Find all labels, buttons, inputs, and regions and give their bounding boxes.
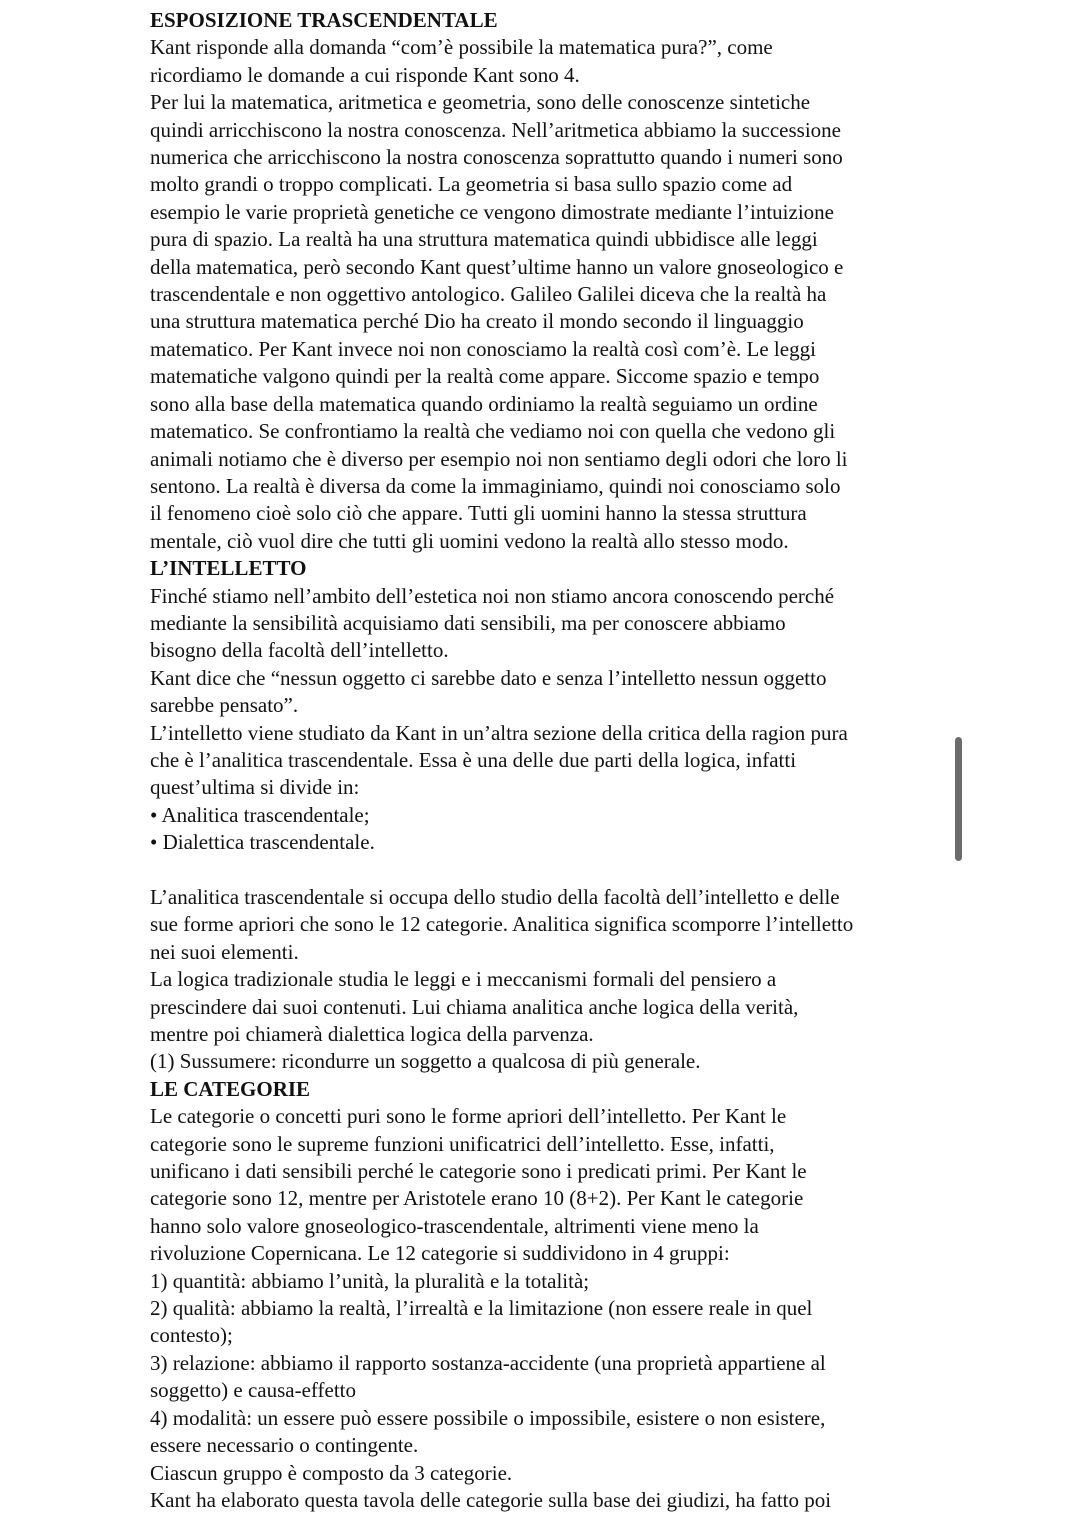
text-line: mentre poi chiamerà dialettica logica della parvenza. [150, 1022, 594, 1047]
text-line: Kant risponde alla domanda “com’è possibile la matematica pura?”, come [150, 35, 773, 60]
text-line: rivoluzione Copernicana. Le 12 categorie si suddividono in 4 gruppi: [150, 1241, 730, 1266]
section-body [150, 34, 940, 555]
text-line: Kant ha elaborato questa tavola delle categorie sulla base dei giudizi, ha fatto poi [150, 1487, 832, 1512]
text-line: pura di spazio. La realtà ha una struttura matematica quindi ubbidisce alle leggi [150, 227, 818, 252]
text-line: matematico. Per Kant invece noi non conosciamo la realtà così com’è. Le leggi [150, 336, 816, 361]
text-line: una struttura matematica perché Dio ha creato il mondo secondo il linguaggio [150, 309, 804, 334]
text-line: 2) qualità: abbiamo la realtà, l’irrealtà e la limitazione (non essere reale in quel [150, 1296, 813, 1321]
text-line: Finché stiamo nell’ambito dell’estetica noi non stiamo ancora conoscendo perché [150, 583, 835, 608]
text-line: La logica tradizionale studia le leggi e i meccanismi formali del pensiero a [150, 967, 777, 992]
text-line: numerica che arricchiscono la nostra conoscenza soprattutto quando i numeri sono [150, 145, 843, 170]
text-line: sarebbe pensato”. [150, 693, 299, 718]
text-line: esempio le varie proprietà genetiche ce vengono dimostrate mediante l’intuizione [150, 199, 834, 224]
text-line: unificano i dati sensibili perché le categorie sono i predicati primi. Per Kant le [150, 1159, 807, 1184]
text-line: che è l’analitica trascendentale. Essa è una delle due parti della logica, infatti [150, 747, 797, 772]
text-line: quindi arricchiscono la nostra conoscenza. Nell’aritmetica abbiamo la successione [150, 117, 841, 142]
text-line: ricordiamo le domande a cui risponde Kant sono 4. [150, 62, 580, 87]
text-line: 4) modalità: un essere può essere possibile o impossibile, esistere o non esistere, [150, 1405, 826, 1430]
text-line: Per lui la matematica, aritmetica e geometria, sono delle conoscenze sintetiche [150, 90, 811, 115]
list-item: • Dialettica trascendentale. [150, 830, 375, 855]
text-line: contesto); [150, 1323, 233, 1348]
text-line: molto grandi o troppo complicati. La geometria si basa sullo spazio come ad [150, 172, 793, 197]
text-line: della matematica, però secondo Kant quest’ultime hanno un valore gnoseologico e [150, 254, 844, 279]
text-line: animali notiamo che è diverso per esempio noi non sentiamo degli odori che loro li [150, 446, 848, 471]
text-line: (1) Sussumere: ricondurre un soggetto a qualcosa di più generale. [150, 1049, 701, 1074]
text-line: nei suoi elementi. [150, 939, 299, 964]
text-line: il fenomeno cioè solo ciò che appare. Tutti gli uomini hanno la stessa struttura [150, 501, 807, 526]
text-line: sentono. La realtà è diversa da come la immaginiamo, quindi noi conosciamo solo [150, 473, 841, 498]
text-line: matematico. Se confrontiamo la realtà che vediamo noi con quella che vedono gli [150, 419, 836, 444]
text-line: essere necessario o contingente. [150, 1433, 419, 1458]
text-line: Kant dice che “nessun oggetto ci sarebbe dato e senza l’intelletto nessun oggetto [150, 665, 827, 690]
section-heading: L’INTELLETTO [150, 556, 307, 581]
text-line: mediante la sensibilità acquisiamo dati sensibili, ma per conoscere abbiamo [150, 610, 786, 635]
text-line: categorie sono 12, mentre per Aristotele erano 10 (8+2). Per Kant le categorie [150, 1186, 804, 1211]
text-line: Le categorie o concetti puri sono le forme apriori dell’intelletto. Per Kant le [150, 1104, 787, 1129]
text-line: sono alla base della matematica quando ordiniamo la realtà seguiamo un ordine [150, 391, 818, 416]
text-line: mentale, ciò vuol dire che tutti gli uomini vedono la realtà allo stesso modo. [150, 528, 789, 553]
section-body [150, 583, 940, 1076]
section-heading: LE CATEGORIE [150, 1076, 311, 1101]
blank-line [150, 857, 940, 884]
section-heading: ESPOSIZIONE TRASCENDENTALE [150, 8, 498, 32]
scrollbar-thumb[interactable] [955, 737, 962, 861]
document-page [150, 7, 940, 1514]
section-body [150, 1103, 940, 1514]
text-line: quest’ultima si divide in: [150, 775, 360, 800]
text-line: prescindere dai suoi contenuti. Lui chiama analitica anche logica della verità, [150, 994, 799, 1019]
list-item: • Analitica trascendentale; [150, 802, 370, 827]
text-line: sue forme apriori che sono le 12 categorie. Analitica significa scomporre l’intelletto [150, 912, 854, 937]
text-line: L’intelletto viene studiato da Kant in un’altra sezione della critica della ragion pura [150, 720, 848, 745]
text-line: hanno solo valore gnoseologico-trascendentale, altrimenti viene meno la [150, 1213, 759, 1238]
text-line: matematiche valgono quindi per la realtà come appare. Siccome spazio e tempo [150, 364, 820, 389]
text-line: bisogno della facoltà dell’intelletto. [150, 638, 449, 663]
text-line: L’analitica trascendentale si occupa dello studio della facoltà dell’intelletto e delle [150, 884, 840, 909]
text-line: 3) relazione: abbiamo il rapporto sostanza-accidente (una proprietà appartiene al [150, 1350, 826, 1375]
text-line: 1) quantità: abbiamo l’unità, la pluralità e la totalità; [150, 1268, 590, 1293]
text-line: trascendentale e non oggettivo antologico. Galileo Galilei diceva che la realtà ha [150, 282, 827, 307]
text-line: soggetto) e causa-effetto [150, 1378, 357, 1403]
text-line: categorie sono le supreme funzioni unificatrici dell’intelletto. Esse, infatti, [150, 1131, 775, 1156]
text-line: Ciascun gruppo è composto da 3 categorie. [150, 1460, 513, 1485]
